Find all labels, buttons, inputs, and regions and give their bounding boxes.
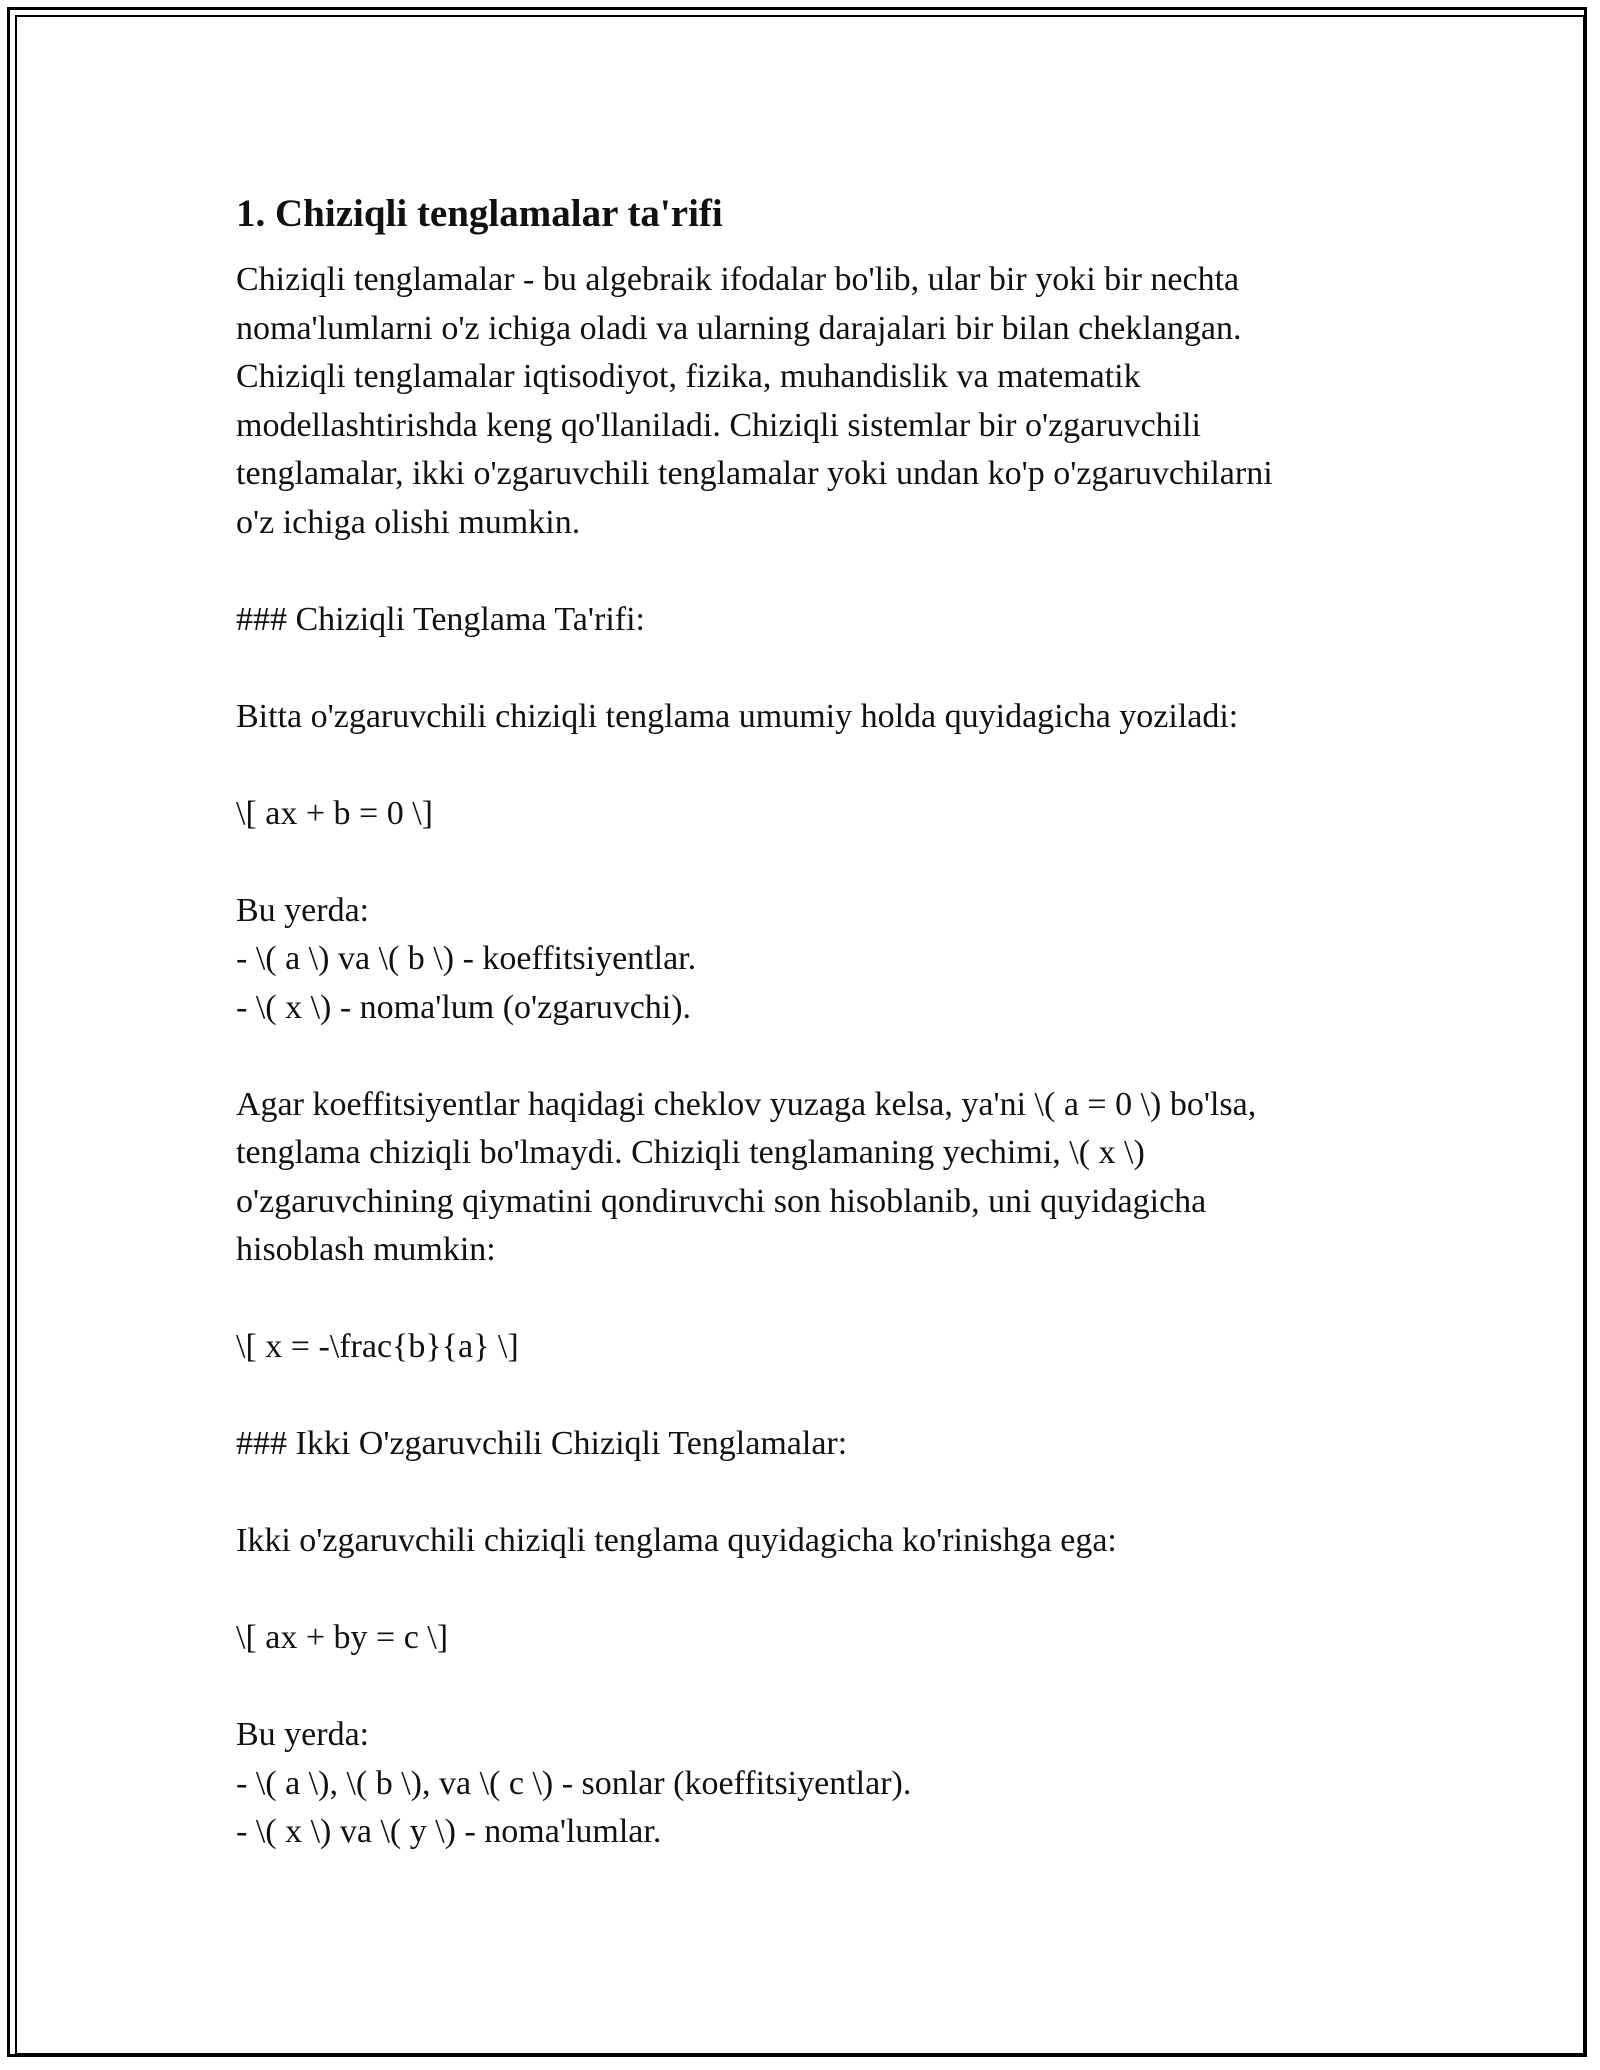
section1-lead: Bitta o'zgaruvchili chiziqli tenglama umumiy holda quyidagicha yoziladi: xyxy=(236,697,1239,735)
intro-line: tenglamalar, ikki o'zgaruvchili tenglamalar yoki undan ko'p o'zgaruvchilarni xyxy=(236,455,1273,492)
section1-explanation-line: Agar koeffitsiyentlar haqidagi cheklov yuzaga kelsa, ya'ni \( a = 0 \) bo'lsa, xyxy=(236,1085,1257,1123)
section1-title-block xyxy=(236,596,1366,645)
section1-explanation xyxy=(236,1081,1366,1275)
section1-explanation-line: tenglama chiziqli bo'lmaydi. Chiziqli tenglamaning yechimi, \( x \) xyxy=(236,1134,1145,1171)
section2-where-title: Bu yerda: xyxy=(236,1716,370,1753)
section1-where-item: - \( a \) va \( b \) - koeffitsiyentlar. xyxy=(236,940,697,977)
document-heading: 1. Chiziqli tenglamalar ta'rifi xyxy=(236,192,723,235)
intro-line: o'z ichiga olishi mumkin. xyxy=(236,503,581,541)
section2-title-block xyxy=(236,1420,1366,1469)
section1-where-item: - \( x \) - noma'lum (o'zgaruvchi). xyxy=(236,988,692,1026)
section2-formula: \[ ax + by = c \] xyxy=(236,1619,449,1656)
intro-line: modellashtirishda keng qo'llaniladi. Chiziqli sistemlar bir o'zgaruvchili xyxy=(236,406,1201,444)
section1-formula-block xyxy=(236,790,1366,839)
section1-explanation-line: hisoblash mumkin: xyxy=(236,1231,496,1268)
section2-where-item: - \( x \) va \( y \) - noma'lumlar. xyxy=(236,1813,662,1850)
document-content xyxy=(236,186,1366,1905)
intro-line: Chiziqli tenglamalar - bu algebraik ifodalar bo'lib, ular bir yoki bir nechta xyxy=(236,261,1240,298)
section2-lead-block xyxy=(236,1517,1366,1566)
section1-where-block xyxy=(236,887,1366,1033)
section1-lead-block xyxy=(236,693,1366,742)
section2-lead: Ikki o'zgaruvchili chiziqli tenglama quyidagicha ko'rinishga ega: xyxy=(236,1522,1117,1559)
section2-title: ### Ikki O'zgaruvchili Chiziqli Tenglamalar: xyxy=(236,1425,848,1462)
section1-where-title: Bu yerda: xyxy=(236,891,370,929)
intro-line: noma'lumlarni o'z ichiga oladi va ularning darajalari bir bilan cheklangan. xyxy=(236,309,1242,347)
section1-solution: \[ x = -\frac{b}{a} \] xyxy=(236,1328,519,1365)
section2-formula-block xyxy=(236,1614,1366,1663)
section1-solution-block xyxy=(236,1323,1366,1372)
section2-where-item: - \( a \), \( b \), va \( c \) - sonlar (koeffitsiyentlar). xyxy=(236,1764,912,1802)
section1-explanation-line: o'zgaruvchining qiymatini qondiruvchi son hisoblanib, uni quyidagicha xyxy=(236,1182,1207,1220)
section1-title: ### Chiziqli Tenglama Ta'rifi: xyxy=(236,600,645,638)
intro-paragraph xyxy=(236,256,1366,547)
intro-line: Chiziqli tenglamalar iqtisodiyot, fizika, muhandislik va matematik xyxy=(236,358,1141,395)
section1-formula: \[ ax + b = 0 \] xyxy=(236,794,433,832)
section2-where-block xyxy=(236,1711,1366,1857)
